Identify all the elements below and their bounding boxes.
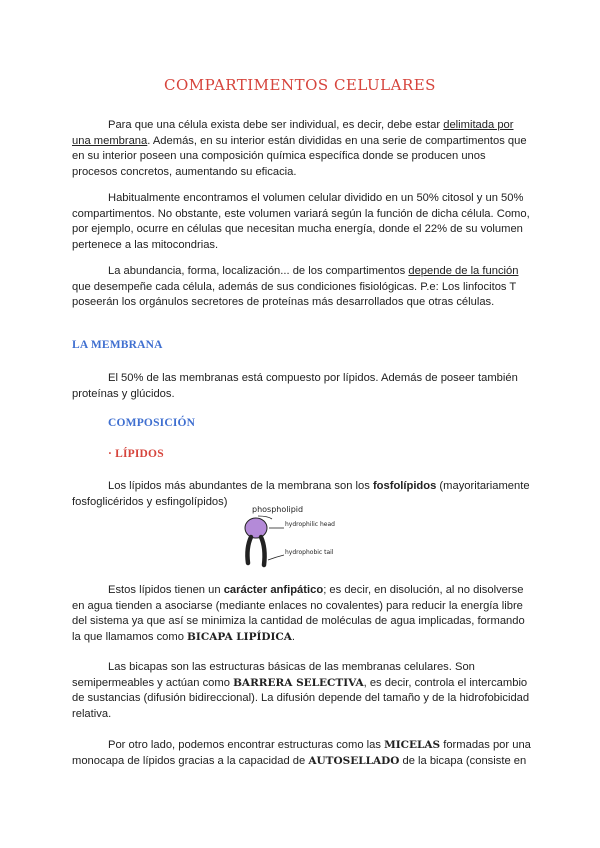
- p8-emph-2: AUTOSELLADO: [308, 754, 400, 767]
- paragraph-8: [72, 738, 532, 769]
- paragraph-1: [72, 118, 532, 180]
- tail-pointer: [268, 555, 284, 560]
- p6-emph: BICAPA LIPÍDICA: [187, 630, 292, 643]
- phospholipid-illustration: [238, 503, 348, 573]
- paragraph-2: [72, 191, 532, 253]
- paragraph-3: [72, 264, 532, 311]
- p7-text-a: Las bicapas son las estructuras básicas de las membranas celulares. Son semipermeables y actúan como: [72, 661, 475, 689]
- p1-text-b: . Además, en su interior están divididas en una serie de compartimentos que en su interior poseen una composición química específica donde se producen unos procesos concretos, aumentando su eficacia.: [72, 134, 527, 178]
- p1-underlined: delimitada por una membrana: [72, 119, 514, 147]
- figure-label-main: phospholipid: [252, 505, 304, 514]
- p3-text-a: La abundancia, forma, localización... de los compartimentos: [108, 265, 409, 277]
- heading-composicion: COMPOSICIÓN: [108, 417, 196, 429]
- paragraph-7: [72, 660, 532, 722]
- p2-text: Habitualmente encontramos el volumen celular dividido en un 50% citosol y un 50% compartimentos. No obstante, este volumen variará según la función de dicha célula. Como, por ejemplo, ocurre en células que necesitan mucha energía, donde el 22% de su volumen pertenece a las mitocondrias.: [72, 192, 530, 251]
- p7-text-c: , es decir, controla el intercambio de sustancias (difusión bidireccional). La difusión depende del tamaño y de la hidrofobicidad relativa.: [72, 676, 530, 720]
- p3-text-b: que desempeñe cada célula, además de sus condiciones fisiológicas. P.e: Los linfocitos T poseerán los orgánulos secretores de proteínas más desarrollados que otras células.: [72, 280, 517, 309]
- figure-label-head: hydrophilic head: [285, 521, 335, 528]
- tail-left: [247, 537, 251, 563]
- paragraph-4: [72, 371, 532, 402]
- p6-text-e: .: [291, 630, 296, 643]
- paragraph-6: [72, 583, 532, 645]
- p6-bold: carácter anfipático: [223, 584, 324, 596]
- p1-text-a: Para que una célula exista debe ser individual, es decir, debe estar: [108, 119, 444, 131]
- p5-text-a: Los lípidos más abundantes de la membrana son los: [108, 480, 373, 492]
- p8-text-a: Por otro lado, podemos encontrar estructuras como las: [108, 739, 385, 751]
- p6-text-c: ; es decir, en disolución, al no disolverse en agua tienden a asociarse (mediante enlaces no covalentes) para reducir la energía libre del sistema ya que así se minimiza la cantidad de moléculas de agua implicadas, formando la que llamamos como: [72, 584, 525, 643]
- p8-emph-1: MICELAS: [384, 739, 441, 751]
- p3-underlined: depende de la función: [408, 265, 519, 277]
- p7-emph: BARRERA SELECTIVA: [233, 676, 364, 689]
- p6-text-a: Estos lípidos tienen un: [108, 584, 224, 596]
- p8-text-e: de la bicapa (consiste en: [399, 754, 527, 767]
- p4-text: El 50% de las membranas está compuesto por lípidos. Además de poseer también proteínas y glúcidos.: [72, 372, 518, 400]
- tail-right: [261, 537, 265, 565]
- p8-text-c: formadas por una monocapa de lípidos gracias a la capacidad de: [72, 739, 531, 767]
- p5-bold: fosfolípidos: [372, 480, 437, 492]
- heading-membrana: LA MEMBRANA: [72, 339, 163, 351]
- head-circle: [245, 518, 267, 538]
- p5-text-c: (mayoritariamente fosfoglicéridos y esfingolípidos): [72, 480, 530, 508]
- heading-lipidos: · LÍPIDOS: [108, 448, 164, 460]
- figure-label-tail: hydrophobic tail: [285, 549, 334, 556]
- page-title: COMPARTIMENTOS CELULARES: [164, 76, 436, 94]
